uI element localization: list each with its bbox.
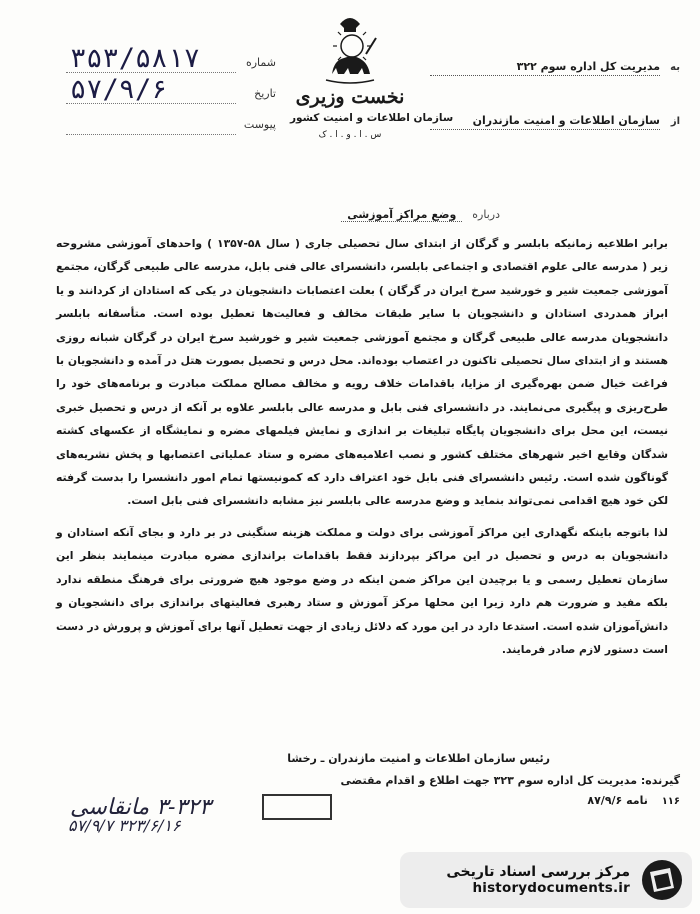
- number-value: ۳۵۳/۵۸۱۷: [66, 45, 236, 73]
- handwritten-note-2: ۳۲۳/۶/۱۶ ۵۷/۹/۷: [68, 816, 181, 835]
- body-paragraph-2: لذا باتوجه باینکه نگهداری این مراکز آموزشی برای دولت و مملکت هزینه سنگینی در بر دارد و بجای آنکه استادان و دانشجویان به درس و تحصیل در این مراکز بپردازند فقط باقدامات براندازی مضره مبادرت مینمایند بنظر این سازمان تعطیل رسمی و یا برچیدن این مراکز ضمن اینکه در وضع موجود هیچ ضرورتی برای فرهنگ منطقه ندارد بلکه مفید و ضرورت هم دارد زیرا این محلها مرکز آموزش و ستاد رهبری فعالیتهای براندازی برای دانشجویان و دانش‌آموزان شده است. استدعا دارد در این مورد که دلائل زیادی از جهت تعطیل آنها برای آموزش و پرورش در دست است دستور لازم صادر فرمایند.: [56, 525, 668, 656]
- archive-logo-icon: [640, 858, 684, 902]
- watermark-title: مرکز بررسی اسناد تاریخی: [446, 864, 630, 880]
- attachment-row: [66, 104, 276, 135]
- organization-name: سازمان اطلاعات و امنیت کشور: [290, 112, 454, 124]
- letterhead: [290, 14, 454, 140]
- attachment-label: پیوست: [243, 118, 276, 131]
- stamp-box: [262, 794, 332, 820]
- letter-body: [56, 232, 668, 661]
- organization-code: س . ا . و . ا . ک: [318, 130, 382, 140]
- body-paragraph-1: برابر اطلاعیه زمانیکه بابلسر و گرگان از ابتدای سال تحصیلی جاری ( سال ۵۸-۱۳۵۷ ) واحدهای آموزشی مشروحه زیر ( مدرسه عالی علوم اقتصادی و اجتماعی بابلسر، دانشسرای عالی فنی بابل، مدرسه عالی طبیعی گرگان، مجتمع آموزشی جمعیت شیر و خورشید سرخ ایران در گرگان ) بعلت اعتصابات دانشجویان در یکی که استادان از کردانند و یا ابراز همدردی استادان و دانشجویان با سایر طبقات مخالف و فعالیت‌ها تعطیل بوده است. متأسفانه بابلسر دانشجویان مدرسه عالی طبیعی گرگان و مجتمع آموزشی جمعیت شیر و خورشید سرخ ایران در گرگان شبانه روزی هستند و از ابتدای سال تحصیلی تاکنون در اعتصاب بوده‌اند. محل درس و تحصیل بصورت هتل در آمده و دانشجویان با فراغت خیال ضمن بهره‌گیری از مزایا، باقدامات خلاف رویه و مخالف مصالح مملکت مبادرت و برنامه‌های خود را طرح‌ریزی و پیگیری می‌نمایند. در دانشسرای فنی بابل و مدرسه عالی بابلسر علاوه بر آنکه از درس و تحصیل خبری نیست، این محل برای دانشجویان پایگاه تبلیغات بر اندازی و نمایش فیلمهای مضره و نمایشگاه از عکسهای کشته شدگان وقایع اخیر شهرهای مختلف کشور و نصب اعلامیه‌های مضره و ستاد عملیاتی اعتصابها و پخش نشریه‌های گوناگون شده است. رئیس دانشسرای فنی بابل خود اعتراف دارد که کمونیستها تمام امور دانشسرا را بدست گرفته لکن خود هیچ اقدامی نمی‌تواند بنماید و وضع مدرسه عالی بابلسر نیز مشابه دانشسرای فنی بابل است.: [56, 237, 668, 508]
- from-label: از: [670, 116, 680, 127]
- subject-label: درباره: [472, 208, 500, 221]
- handwritten-note-1: ۳-۳۲۳ مانقاسی: [70, 795, 211, 820]
- lion-and-sun-emblem-icon: [322, 14, 378, 84]
- subject-value: وضع مراکز آموزشی: [341, 208, 462, 222]
- watermark-text: [446, 864, 630, 896]
- from-row: [430, 114, 680, 168]
- recipient-line-2: نامه ۸۷/۹/۶: [587, 794, 648, 807]
- ministry-name: نخست وزیری: [295, 86, 405, 108]
- archive-watermark: [400, 852, 692, 908]
- date-row: [66, 73, 276, 104]
- to-row: [430, 60, 680, 114]
- from-value: سازمان اطلاعات و امنیت مازندران: [430, 114, 660, 130]
- number-label: شماره: [245, 56, 276, 69]
- to-value: مدیریت کل اداره سوم ۳۲۲: [430, 60, 660, 76]
- number-row: [66, 42, 276, 73]
- date-value: ۵۷/۹/۶: [66, 76, 236, 104]
- address-block: [430, 60, 680, 168]
- to-label: به: [670, 62, 680, 73]
- watermark-url: historydocuments.ir: [472, 880, 630, 896]
- attachment-value: [66, 121, 236, 135]
- recipient-number: ۱۱۶: [661, 796, 680, 807]
- recipient-line-1: گیرنده: مدیریت کل اداره سوم ۳۲۳ جهت اطلاع و اقدام مقتضی: [340, 774, 680, 787]
- reference-block: [66, 42, 276, 135]
- subject-line: [341, 208, 500, 222]
- date-label: تاریخ: [254, 87, 276, 100]
- signature-line: رئیس سازمان اطلاعات و امنیت مازندران ـ رخشا: [287, 752, 550, 765]
